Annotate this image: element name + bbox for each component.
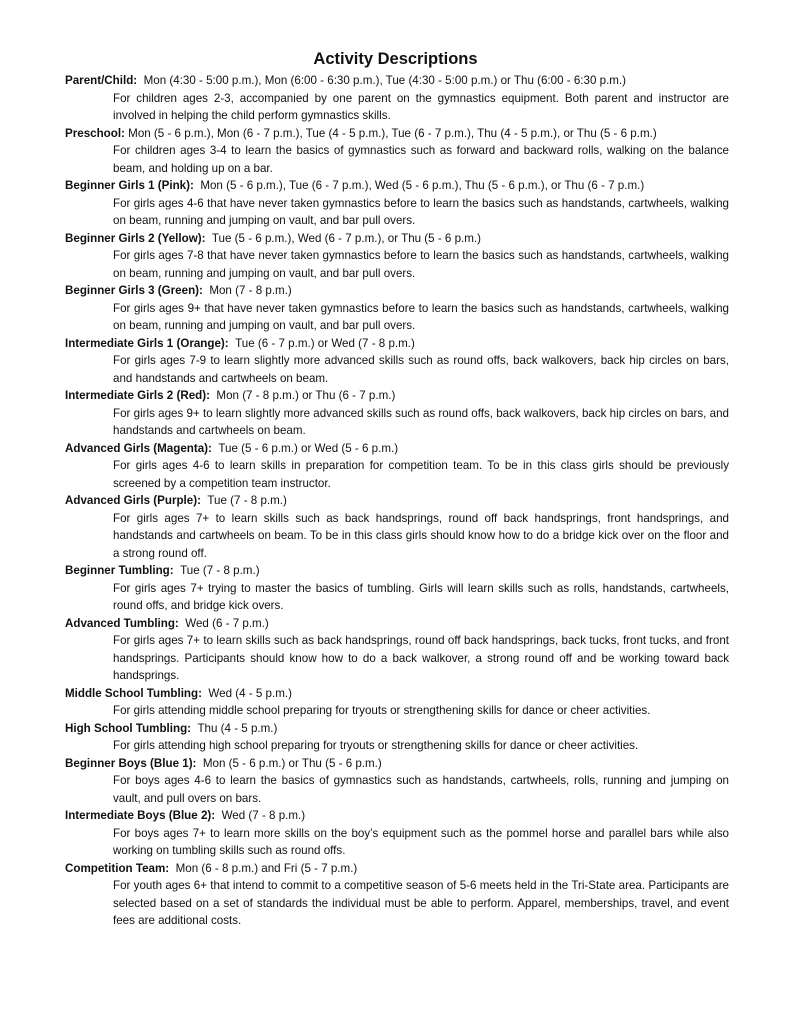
activity-name: Competition Team: (65, 861, 170, 875)
activity-name: Intermediate Girls 1 (Orange): (65, 336, 229, 350)
activity-advanced-tumbling (65, 615, 729, 685)
activity-name: Preschool: (65, 126, 125, 140)
activity-advanced-girls-purple (65, 492, 729, 562)
activity-beginner-tumbling (65, 562, 729, 615)
activity-name: Intermediate Boys (Blue 2): (65, 809, 216, 822)
activity-competition-team (65, 860, 729, 930)
activity-list (65, 72, 729, 930)
activity-parent-child (65, 72, 729, 125)
activity-beginner-girls-1 (65, 177, 729, 230)
activity-times: Wed (6 - 7 p.m.) (185, 616, 269, 630)
activity-name: Beginner Girls 2 (Yellow): (65, 231, 206, 245)
activity-times: Mon (5 - 6 p.m.), Mon (6 - 7 p.m.), Tue (4 - 5 p.m.), Tue (6 - 7 p.m.), Thu (4 - 5 p.m.), or Thu (5 - 6 p.m.) (128, 126, 657, 140)
activity-name: Intermediate Girls 2 (Red): (65, 389, 210, 402)
activity-name: Beginner Tumbling: (65, 564, 174, 577)
activity-heading (65, 230, 729, 248)
activity-description: For girls attending high school preparing for tryouts or strengthening skills for dance or cheer activities. (113, 739, 639, 752)
activity-preschool (65, 125, 729, 178)
activity-name: Advanced Girls (Purple): (65, 494, 201, 507)
activity-intermediate-girls-2 (65, 387, 729, 440)
activity-times: Mon (5 - 6 p.m.) or Thu (5 - 6 p.m.) (202, 756, 382, 770)
activity-times: Tue (7 - 8 p.m.) (180, 564, 260, 577)
activity-description: For girls ages 7+ to learn skills such as back handsprings, round off back handsprings, front handsprings, and handstands and cartwheels on beam. To be in this class girls should know how to do a bridge kick over on the floor and a strong round off. (113, 511, 729, 560)
activity-times: Tue (5 - 6 p.m.), Wed (6 - 7 p.m.), or Thu (5 - 6 p.m.) (211, 231, 481, 245)
activity-times: Wed (7 - 8 p.m.) (221, 809, 306, 822)
activity-times: Tue (6 - 7 p.m.) or Wed (7 - 8 p.m.) (235, 336, 415, 350)
activity-description: For boys ages 4-6 to learn the basics of gymnastics such as handstands, cartwheels, rolls, running and jumping on vault, and pull overs on bars. (113, 774, 729, 805)
activity-heading (65, 125, 729, 143)
activity-times: Mon (7 - 8 p.m.) or Thu (6 - 7 p.m.) (216, 389, 396, 402)
activity-times: Mon (5 - 6 p.m.), Tue (6 - 7 p.m.), Wed (5 - 6 p.m.), Thu (5 - 6 p.m.), or Thu (6 - 7 p.m.) (200, 179, 645, 192)
activity-name: Beginner Girls 3 (Green): (65, 284, 203, 297)
activity-times: Tue (5 - 6 p.m.) or Wed (5 - 6 p.m.) (218, 441, 399, 455)
activity-description: For girls ages 7+ trying to master the basics of tumbling. Girls will learn skills such as rolls, handstands, cartwheels, round offs, and bridge kick overs. (113, 581, 729, 612)
activity-description: For girls ages 4-6 that have never taken gymnastics before to learn the basics such as handstands, cartwheels, walking on beam, running and jumping on vault, and bar pull overs. (113, 196, 729, 227)
activity-intermediate-girls-1 (65, 335, 729, 388)
activity-description: For boys ages 7+ to learn more skills on the boy’s equipment such as the pommel horse and parallel bars while also working on tumbling skills such as round offs. (113, 826, 729, 857)
activity-heading (65, 860, 729, 878)
activity-times: Wed (4 - 5 p.m.) (208, 686, 292, 700)
activity-heading (65, 807, 729, 825)
activity-name: Advanced Tumbling: (65, 616, 179, 630)
activity-beginner-girls-3 (65, 282, 729, 335)
activity-name: Beginner Boys (Blue 1): (65, 756, 197, 770)
activity-description: For girls ages 7-8 that have never taken gymnastics before to learn the basics such as handstands, cartwheels, walking on beam, running and jumping on vault, and bar pull overs. (113, 249, 729, 280)
activity-heading (65, 72, 729, 90)
activity-description: For girls ages 9+ that have never taken gymnastics before to learn the basics such as handstands, cartwheels, walking on beam, running and jumping on vault, and bar pull overs. (113, 301, 729, 332)
activity-heading (65, 335, 729, 353)
activity-times: Thu (4 - 5 p.m.) (197, 721, 278, 735)
activity-heading (65, 440, 729, 458)
activity-beginner-boys (65, 755, 729, 808)
activity-name: Parent/Child: (65, 74, 138, 87)
activity-heading (65, 615, 729, 633)
activity-advanced-girls-magenta (65, 440, 729, 493)
activity-times: Mon (7 - 8 p.m.) (209, 284, 292, 297)
activity-description: For children ages 2-3, accompanied by one parent on the gymnastics equipment. Both parent and instructor are involved in helping the child perform gymnastics skills. (113, 91, 729, 122)
activity-name: Advanced Girls (Magenta): (65, 441, 212, 455)
activity-description: For youth ages 6+ that intend to commit to a competitive season of 5-6 meets held in the Tri-State area. Participants are selected based on a set of standards the individual must be able to perform. Apparel, memberships, travel, and event fees are additional costs. (113, 879, 729, 927)
activity-name: High School Tumbling: (65, 721, 192, 735)
activity-times: Tue (7 - 8 p.m.) (207, 494, 287, 507)
activity-description: For girls ages 4-6 to learn skills in preparation for competition team. To be in this class girls should be previously screened by a competition team instructor. (113, 459, 729, 490)
activity-beginner-girls-2 (65, 230, 729, 283)
activity-description: For girls ages 9+ to learn slightly more advanced skills such as round offs, back walkovers, back hip circles on bars, and handstands and cartwheels on beam. (113, 406, 729, 437)
activity-description: For girls ages 7+ to learn skills such as back handsprings, round off back handsprings, back tucks, front tucks, and front handsprings. Participants should know how to do a back walkover, a strong round off and be working toward back handsprings. (113, 634, 729, 682)
activity-heading (65, 755, 729, 773)
activity-heading (65, 685, 729, 703)
activity-times: Mon (6 - 8 p.m.) and Fri (5 - 7 p.m.) (175, 861, 358, 875)
activity-heading (65, 177, 729, 195)
activity-heading (65, 562, 729, 580)
activity-description: For children ages 3-4 to learn the basics of gymnastics such as forward and backward rolls, walking on the balance beam, and holding up on a bar. (113, 144, 729, 175)
activity-description: For girls ages 7-9 to learn slightly more advanced skills such as round offs, back walkovers, back hip circles on bars, and handstands and cartwheels on beam. (113, 354, 729, 385)
activity-heading (65, 387, 729, 405)
activity-name: Middle School Tumbling: (65, 686, 202, 700)
activity-description: For girls attending middle school preparing for tryouts or strengthening skills for dance or cheer activities. (113, 704, 651, 717)
page-title: Activity Descriptions (313, 50, 478, 68)
activity-heading (65, 720, 729, 738)
activity-middle-school-tumbling (65, 685, 729, 720)
activity-name: Beginner Girls 1 (Pink): (65, 179, 194, 192)
activity-times: Mon (4:30 - 5:00 p.m.), Mon (6:00 - 6:30 p.m.), Tue (4:30 - 5:00 p.m.) or Thu (6:00 - 6:30 p.m.) (143, 74, 627, 87)
activity-heading (65, 282, 729, 300)
activity-intermediate-boys (65, 807, 729, 860)
activity-high-school-tumbling (65, 720, 729, 755)
activity-heading (65, 492, 729, 510)
